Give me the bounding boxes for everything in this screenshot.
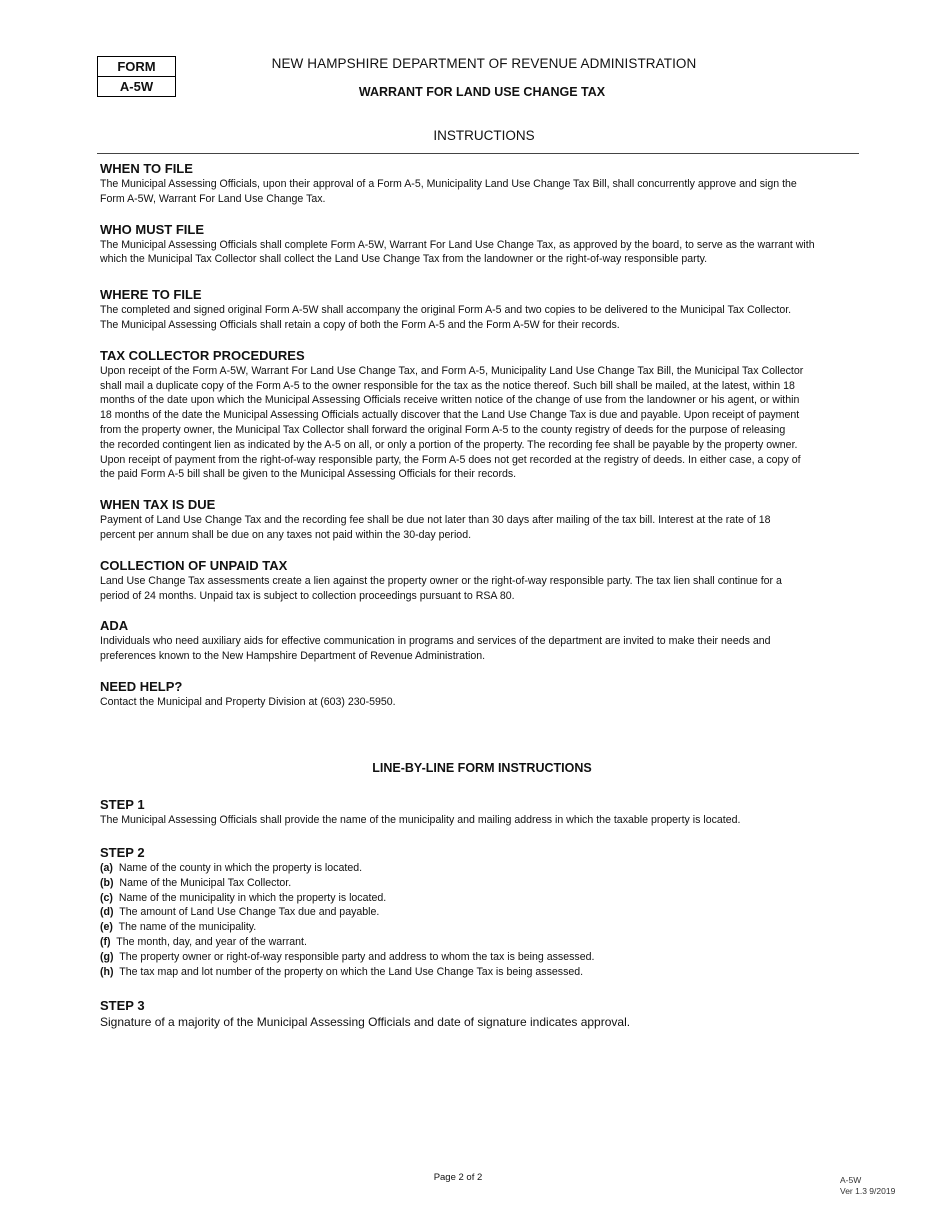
step-2 [100,844,870,979]
instructions-content [100,160,870,710]
section-line: The Municipal Assessing Officials, upon their approval of a Form A-5, Municipality Land Use Change Tax Bill, shall concurrently approve and sign the [100,178,797,190]
section-heading: TAX COLLECTOR PROCEDURES [100,347,305,363]
section-line: the paid Form A-5 bill shall be given to the Municipal Assessing Officials for their records. [100,468,517,481]
version-block [840,1175,895,1197]
section-line: from the property owner, the Municipal Tax Collector shall forward the original Form A-5 to the county registry of deeds for the purpose of releasing [100,423,786,436]
item-text: Name of the Municipal Tax Collector. [119,876,292,889]
section-line: 18 months of the date the Municipal Assessing Officials actually discover that the Land Use Change Tax is due and payable. Upon receipt of payment [100,409,800,422]
section-line: Land Use Change Tax assessments create a lien against the property owner or the right-of-way responsible party. The tax lien shall continue for a [100,574,782,587]
step-3 [100,997,870,1030]
step-item [100,950,870,965]
item-label: (e) [100,921,113,934]
agency-name: NEW HAMPSHIRE DEPARTMENT OF REVENUE ADMINISTRATION [271,56,697,71]
section-line: Contact the Municipal and Property Division at (603) 230-5950. [100,695,396,708]
instructions-title: INSTRUCTIONS [433,128,535,143]
item-text: The name of the municipality. [118,921,257,934]
item-text: Name of the municipality in which the property is located. [118,891,387,904]
section-line: Individuals who need auxiliary aids for effective communication in programs and services of the department are invited to make their needs and [100,635,771,648]
item-text: The month, day, and year of the warrant. [116,935,307,948]
item-label: (h) [100,965,114,978]
section-need-help [100,678,870,710]
form-label: FORM [98,57,175,77]
item-label: (d) [100,906,114,919]
step-heading: STEP 1 [100,797,145,812]
section-line: Upon receipt of payment from the right-of-way responsible party, the Form A-5 does not get recorded at the registry of deeds. In either case, a copy of [100,453,801,466]
section-tax-collector-procedures [100,347,870,482]
step-item [100,920,870,935]
section-line: Upon receipt of the Form A-5W, Warrant For Land Use Change Tax, and Form A-5, Municipality Land Use Change Tax Bill, the Municipal Tax Collector [100,364,804,377]
section-when-to-file [100,160,870,207]
item-text: The amount of Land Use Change Tax due and payable. [119,906,380,919]
section-who-must-file [100,221,870,268]
step-heading: STEP 3 [100,998,145,1013]
step-heading: STEP 2 [100,845,145,860]
form-number: A-5W [119,79,154,94]
item-label: (g) [100,950,114,963]
section-line: preferences known to the New Hampshire Department of Revenue Administration. [100,650,486,663]
footer-form-code: A-5W [840,1175,862,1185]
section-line: The completed and signed original Form A-5W shall accompany the original Form A-5 and two copies to be delivered to the Municipal Tax Collector. [100,304,792,317]
section-ada [100,617,870,664]
section-line: months of the date upon which the Municipal Assessing Officials receive written notice of the change of use from the landowner or his agent, or within [100,394,800,407]
section-collection-of-unpaid-tax [100,557,870,604]
section-heading: COLLECTION OF UNPAID TAX [100,557,288,573]
item-label: (f) [100,935,111,948]
item-label: (b) [100,876,114,889]
section-heading: WHEN TO FILE [100,161,193,176]
section-line: the recorded contingent lien as indicated by the A-5 on all, or only a portion of the property. The recording fee shall be payable by the property owner. [100,438,798,451]
section-line: Form A-5W, Warrant For Land Use Change Tax. [100,192,326,205]
section-line: percent per annum shall be due on any taxes not paid within the 30-day period. [100,528,472,541]
item-label: (a) [100,862,113,874]
step-text: Signature of a majority of the Municipal Assessing Officials and date of signature indicates approval. [100,1015,631,1029]
step-item [100,935,870,950]
section-heading: WHO MUST FILE [100,221,204,237]
section-heading: ADA [100,618,129,634]
section-line: period of 24 months. Unpaid tax is subject to collection proceedings pursuant to RSA 80. [100,589,515,602]
step-1 [100,796,870,828]
item-text: The property owner or right-of-way responsible party and address to whom the tax is being assessed. [119,950,595,963]
page-number: Page 2 of 2 [433,1172,483,1183]
section-heading: WHEN TAX IS DUE [100,497,216,513]
step-item [100,861,870,876]
section-when-tax-is-due [100,496,870,543]
section-line: shall mail a duplicate copy of the Form A-5 to the owner responsible for the tax as the notice thereof. Such bill shall be mailed, at the latest, within 18 [100,379,795,392]
section-heading: WHERE TO FILE [100,287,202,303]
header-divider [97,153,859,154]
item-text: The tax map and lot number of the property on which the Land Use Change Tax is being assessed. [119,965,584,978]
step-item [100,965,870,980]
step-item [100,891,870,906]
step-item [100,905,870,920]
item-text: Name of the county in which the property is located. [118,862,363,874]
section-line: which the Municipal Tax Collector shall collect the Land Use Change Tax from the landowner or the right-of-way responsible party. [100,253,708,266]
section-line: The Municipal Assessing Officials shall retain a copy of both the Form A-5 and the Form A-5W for their records. [100,318,620,331]
section-line: Payment of Land Use Change Tax and the recording fee shall be due not later than 30 days after mailing of the tax bill. Interest at the rate of 18 [100,514,771,527]
section-heading: NEED HELP? [100,678,183,694]
form-title: WARRANT FOR LAND USE CHANGE TAX [358,85,606,99]
section-line: The Municipal Assessing Officials shall complete Form A-5W, Warrant For Land Use Change Tax, as approved by the board, to serve as the warrant with [100,238,815,251]
footer-version: Ver 1.3 9/2019 [840,1186,896,1196]
item-label: (c) [100,891,113,904]
line-by-line-heading: LINE-BY-LINE FORM INSTRUCTIONS [372,761,592,775]
step-item [100,876,870,891]
step-text: The Municipal Assessing Officials shall provide the name of the municipality and mailing address in which the taxable property is located. [100,814,741,826]
section-where-to-file [100,286,870,333]
